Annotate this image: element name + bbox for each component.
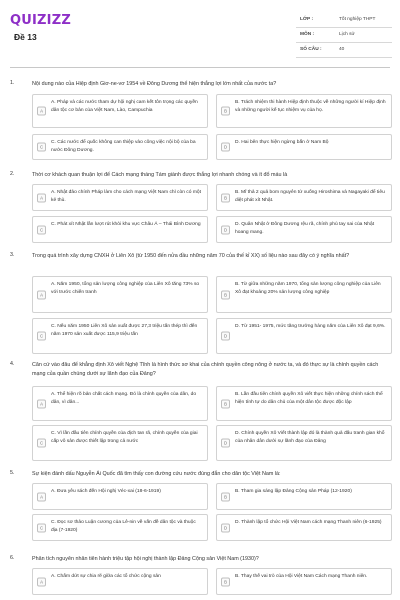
option-text: C. Phát xít Nhật lần lượt rút khỏi khu vực Châu Á – Thái Bình Dương bbox=[51, 222, 201, 227]
option-c[interactable] bbox=[32, 134, 208, 160]
option-letter: B bbox=[221, 107, 230, 116]
option-a[interactable] bbox=[32, 276, 208, 313]
question-text: Sự kiện đánh dấu Nguyễn Ái Quốc đã tìm thấy con đường cứu nước đúng đắn cho dân tộc Việt Nam là: bbox=[32, 471, 281, 477]
option-text: A. Thể hiện rõ bản chất cách mạng. Đó là chính quyền của dân, do dân, vì dân... bbox=[51, 392, 197, 406]
option-letter: A bbox=[37, 193, 46, 202]
question-1 bbox=[10, 80, 394, 166]
meta-label: LỚP : bbox=[300, 17, 314, 22]
option-letter: C bbox=[37, 225, 46, 234]
header-divider bbox=[10, 67, 390, 68]
option-d[interactable] bbox=[216, 318, 392, 354]
meta-row-count bbox=[296, 43, 392, 58]
option-text: D. Thành lập tổ chức Hội Việt Nam cách mạng Thanh niên (6-1925) bbox=[235, 520, 382, 525]
option-text: A. Pháp và các nước tham dự hội nghị cam kết tôn trọng các quyền dân tộc cơ bản của Việt Nam, Lào, Campuchia bbox=[51, 100, 198, 114]
option-letter: B bbox=[221, 577, 230, 586]
option-text: B. Lần đầu tiên chính quyền Xô viết thực hiện những chính sách thể hiện tính tự do dân chủ của một dân tộc được độc lập bbox=[235, 392, 383, 406]
option-text: D. Chính quyền Xô Viết thành lập đó là thành quả đấu tranh gian khổ của nhân dân dưới sự lãnh đạo của Đảng bbox=[235, 431, 385, 445]
question-number: 3. bbox=[10, 252, 15, 258]
option-text: A. Chấm dứt sự chia rẽ giữa các tổ chức cộng sản bbox=[51, 574, 161, 579]
option-letter: A bbox=[37, 492, 46, 501]
option-a[interactable] bbox=[32, 94, 208, 128]
option-letter: A bbox=[37, 399, 46, 408]
option-letter: A bbox=[37, 577, 46, 586]
option-letter: D bbox=[221, 143, 230, 152]
question-number: 4. bbox=[10, 361, 15, 367]
question-number: 2. bbox=[10, 171, 15, 177]
option-letter: D bbox=[221, 225, 230, 234]
option-text: D. Quân Nhật ở Đông Dương rệu rã, chính phủ tay sai của Nhật hoang mang. bbox=[235, 222, 375, 236]
option-letter: D bbox=[221, 523, 230, 532]
meta-value: Tốt nghiệp THPT bbox=[339, 17, 376, 22]
option-c[interactable] bbox=[32, 216, 208, 243]
option-text: A. Đưa yêu sách đến Hội nghị Véc-xai (18-6-1919) bbox=[51, 489, 161, 494]
meta-row-class bbox=[296, 13, 392, 28]
question-3 bbox=[10, 252, 394, 354]
option-letter: C bbox=[37, 439, 46, 448]
question-number: 1. bbox=[10, 80, 15, 86]
option-text: B. Thay thế vai trò của Hội Việt Nam Cách mạng Thanh niên. bbox=[235, 574, 368, 579]
option-c[interactable] bbox=[32, 514, 208, 541]
meta-value: Lịch sử bbox=[339, 32, 355, 37]
question-number: 6. bbox=[10, 555, 15, 561]
option-a[interactable] bbox=[32, 184, 208, 211]
meta-value: 40 bbox=[339, 47, 345, 52]
option-d[interactable] bbox=[216, 134, 392, 160]
option-c[interactable] bbox=[32, 318, 208, 354]
option-text: A. Năm 1950, tổng sản lượng công nghiệp của Liên Xô tăng 73% so với trước chiến tranh bbox=[51, 282, 200, 296]
option-text: C. Các nước để quốc không can thiệp vào công việc nội bộ của ba nước Đông Dương. bbox=[51, 140, 196, 154]
question-text: Nội dung nào của Hiệp định Giơ-ne-vơ 1954 về Đông Dương thể hiện thắng lợi lớn nhất của nước ta? bbox=[32, 81, 277, 87]
option-letter: A bbox=[37, 290, 46, 299]
option-a[interactable] bbox=[32, 568, 208, 595]
question-5 bbox=[10, 470, 394, 550]
option-letter: B bbox=[221, 290, 230, 299]
option-text: B. Trách nhiệm thi hành Hiệp định thuộc về những người kí Hiệp định và những người kế tục nhiệm vụ của họ. bbox=[235, 100, 386, 114]
exam-code: Đề 13 bbox=[14, 32, 37, 42]
question-2 bbox=[10, 171, 394, 249]
question-6 bbox=[10, 555, 394, 600]
meta-label: MÔN : bbox=[300, 32, 315, 37]
option-letter: C bbox=[37, 143, 46, 152]
option-text: C. Đọc sơ thảo Luận cương của Lê-nin về vấn đề dân tộc và thuộc địa (7-1920) bbox=[51, 520, 196, 534]
option-letter: B bbox=[221, 193, 230, 202]
option-b[interactable] bbox=[216, 276, 392, 313]
meta-table bbox=[296, 13, 392, 58]
option-letter: D bbox=[221, 332, 230, 341]
option-letter: B bbox=[221, 399, 230, 408]
question-number: 5. bbox=[10, 470, 15, 476]
option-text: B. Mĩ thả 2 quả bom nguyên tử xuống Hiroshima và Nagayaki để tiêu diệt phát xít Nhật. bbox=[235, 190, 385, 204]
option-letter: D bbox=[221, 439, 230, 448]
option-b[interactable] bbox=[216, 568, 392, 595]
option-text: D. Từ 1951- 1975, mức tăng trưởng hàng năm của Liên Xô đạt 9,6%. bbox=[235, 324, 386, 329]
option-text: D. Hai bên thực hiện ngừng bắn ở Nam Bộ bbox=[235, 140, 329, 145]
option-text: B. Từ giữa những năm 1970, tổng sản lượng công nghiệp của Liên Xô đạt khoảng 20% sản lượng công nghiệp bbox=[235, 282, 381, 296]
option-d[interactable] bbox=[216, 216, 392, 243]
option-text: C. Nếu năm 1950 Liên Xô sản xuất được 27,3 triệu tấn thép thì đến năm 1970 sản xuất được 115,9 triệu tấn bbox=[51, 324, 198, 338]
option-text: B. Tham gia sáng lập Đảng Cộng sản Pháp (12-1920) bbox=[235, 489, 352, 494]
option-d[interactable] bbox=[216, 425, 392, 461]
option-letter: A bbox=[37, 107, 46, 116]
option-text: A. Nhật đảo chính Pháp làm cho cách mạng Việt Nam chỉ còn có một kẻ thù. bbox=[51, 190, 201, 204]
option-letter: B bbox=[221, 492, 230, 501]
option-b[interactable] bbox=[216, 184, 392, 211]
option-c[interactable] bbox=[32, 425, 208, 461]
option-a[interactable] bbox=[32, 483, 208, 510]
option-letter: C bbox=[37, 523, 46, 532]
meta-row-subject bbox=[296, 28, 392, 43]
option-a[interactable] bbox=[32, 386, 208, 421]
option-d[interactable] bbox=[216, 514, 392, 541]
question-text: Căn cứ vào đâu để khẳng định Xô viết Nghệ Tĩnh là hình thức sơ khai của chính quyền công nông ở nước ta, và đó thực sự là chính quyền cách mạng của quần chúng dưới sự lãnh đạo của Đảng? bbox=[32, 362, 379, 377]
option-letter: C bbox=[37, 332, 46, 341]
meta-label: SỐ CÂU : bbox=[300, 47, 322, 52]
question-text: Thời cơ khách quan thuận lợi để Cách mạng tháng Tám giành được thắng lợi nhanh chóng và ít đổ máu là bbox=[32, 172, 288, 178]
option-b[interactable] bbox=[216, 94, 392, 128]
option-b[interactable] bbox=[216, 386, 392, 421]
question-4 bbox=[10, 361, 394, 464]
worksheet-header bbox=[0, 0, 400, 68]
question-text: Trong quá trình xây dựng CNXH ở Liên Xô (từ 1950 đến nửa đầu những năm 70 của thế kỉ XX) số liệu nào sau đây có ý nghĩa nhất? bbox=[32, 253, 350, 259]
question-text: Phân tích nguyên nhân tiên hành triệu tập hội nghị thành lập Đảng Cộng sản Việt Nam (1930)? bbox=[32, 556, 259, 562]
quizizz-logo: QUIZIZZ bbox=[10, 13, 71, 28]
option-b[interactable] bbox=[216, 483, 392, 510]
option-text: C. Vì lần đầu tiên chính quyền của địch tan rã, chính quyền của giai cấp vô sản được thiết lập trong cả nước bbox=[51, 431, 198, 445]
